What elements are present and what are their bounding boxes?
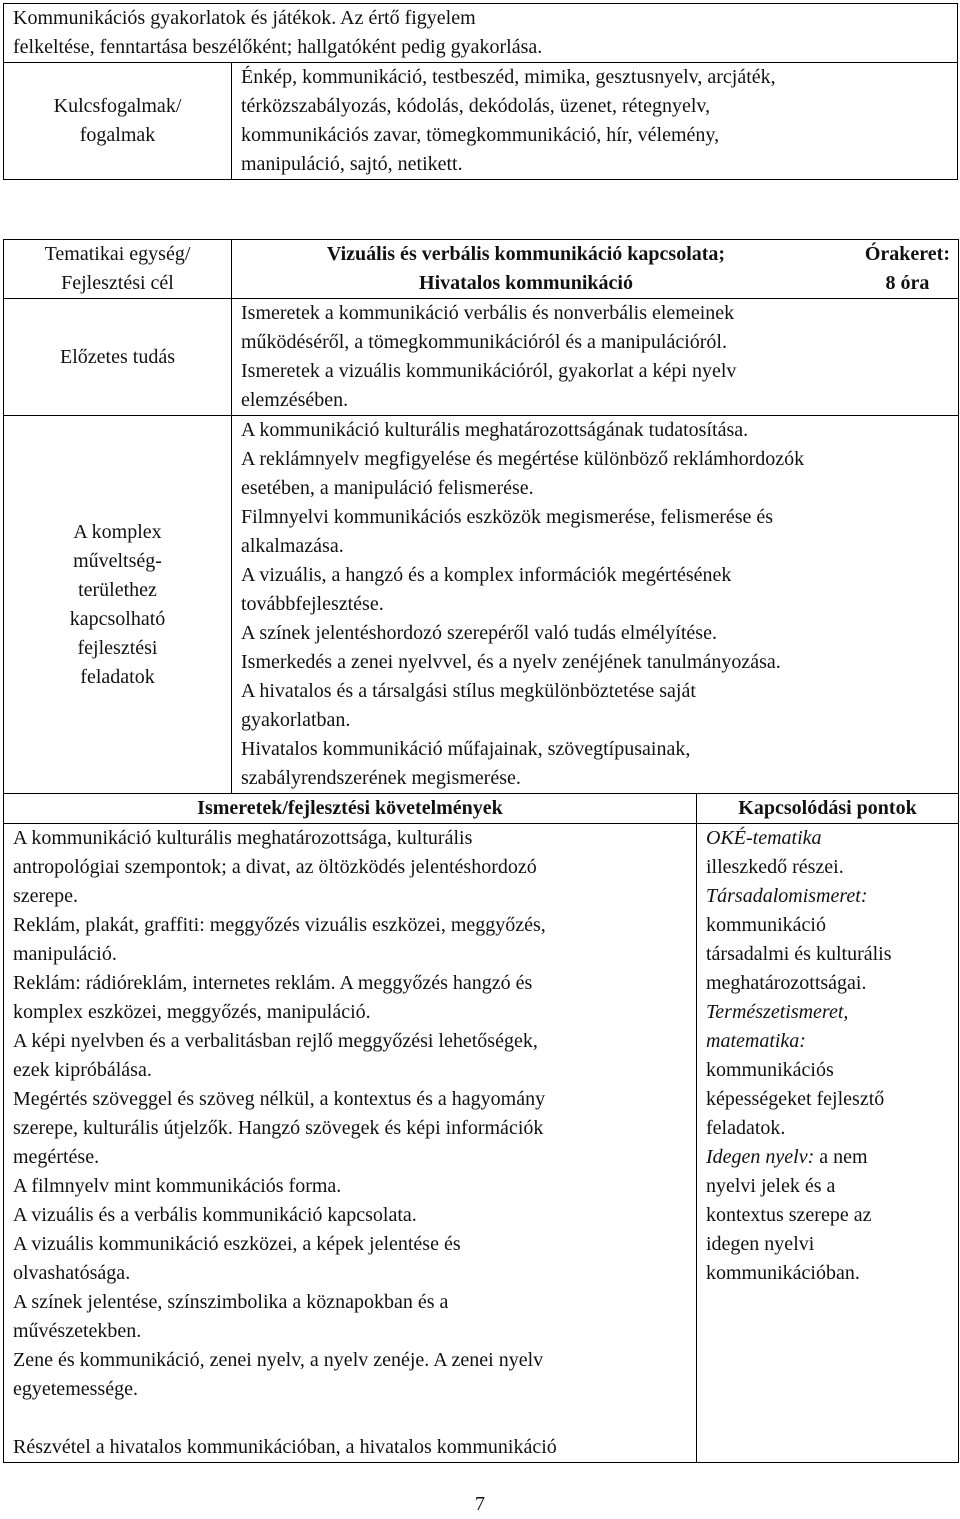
top-table: [3, 3, 958, 180]
key-concepts-row: [4, 63, 958, 180]
foreign-first-line: Idegen nyelv: a nem: [706, 1146, 868, 1168]
intro-line: Kommunikációs gyakorlatok és játékok. Az értő figyelem: [13, 7, 476, 29]
key-concepts-label: Kulcsfogalmak/ fogalmak: [4, 63, 232, 180]
unit-label: Tematikai egység/ Fejlesztési cél: [4, 240, 232, 299]
page-number: 7: [475, 1493, 485, 1515]
development-text: A kommunikáció kulturális meghatározottságának tudatosítása. A reklámnyelv megfigyelése és megértése különböző reklámhordozók esetében, a manipuláció felismerése. Filmnyelvi kommunikációs eszközök megismerése, felismerése és alkalmazása. A vizuális, a hangzó és a komplex információk megértésének továbbfejlesztése. A színek jelentéshordozó szerepéről való tudás elmélyítése. Ismerkedés a zenei nyelvvel, és a nyelv zenéjének tanulmányozása. A hivatalos és a társalgási stílus megkülönböztetése saját gyakorlatban. Hivatalos kommunikáció műfajainak, szövegtípusainak, szabályrendszerének megismerése.: [232, 416, 959, 794]
unit-row: [4, 240, 959, 299]
intro-line: felkeltése, fenntartása beszélőként; hallgatóként pedig gyakorlása.: [13, 36, 543, 58]
headers-row: [4, 794, 959, 824]
hours: [865, 240, 950, 298]
oke-label: OKÉ-tematika: [706, 827, 822, 849]
requirements-text: A kommunikáció kulturális meghatározottsága, kulturális antropológiai szempontok; a divat, az öltözködés jelentéshordozó szerepe. Reklám, plakát, graffiti: meggyőzés vizuális eszközei, meggyőzés, manipuláció. Reklám: rádióreklám, internetes reklám. A meggyőzés hangzó és komplex eszközei, meggyőzés, manipuláció. A képi nyelvben és a verbalitásban rejlő meggyőzési lehetőségek, ezek kipróbálása. Megértés szöveggel és szöveg nélkül, a kontextus és a hagyomány szerepe, kulturális útjelzők. Hangzó szövegek és képi információk megértése. A filmnyelv mint kommunikációs forma. A vizuális és a verbális kommunikáció kapcsolata. A vizuális kommunikáció eszközei, a képek jelentése és olvashatósága. A színek jelentése, színszimbolika a köznapokban és a művészetekben. Zene és kommunikáció, zenei nyelv, a nyelv zenéje. A zenei nyelv egyetemessége. Részvétel a hivatalos kommunikációban, a hivatalos kommunikáció: [4, 824, 697, 1463]
foreign-label: Idegen nyelv:: [706, 1146, 815, 1168]
content-row: [4, 824, 959, 1463]
connections-text: OKÉ-tematika illeszkedő részei. Társadalomismeret: kommunikáció társadalmi és kulturális meghatározottságai. Természetismeret, matematika: kommunikációs képességeket fejlesztő feladatok. Idegen nyelv: a nem nyelvi jelek és a kontextus szerepe az idegen nyelvi kommunikációban.: [697, 824, 959, 1463]
requirements-last-line: Részvétel a hivatalos kommunikációban, a hivatalos kommunikáció: [13, 1436, 557, 1458]
prior-knowledge-text: Ismeretek a kommunikáció verbális és nonverbális elemeinek működéséről, a tömegkommunikációról és a manipulációról. Ismeretek a vizuális kommunikációról, gyakorlat a képi nyelv elemzésében.: [232, 299, 959, 416]
connections-header: Kapcsolódási pontok: [697, 794, 959, 824]
prior-knowledge-label: Előzetes tudás: [4, 299, 232, 416]
hours-label: Órakeret:: [864, 243, 950, 265]
prior-knowledge-row: [4, 299, 959, 416]
intro-row: [4, 4, 958, 63]
development-row: [4, 416, 959, 794]
hours-value: 8 óra: [885, 272, 930, 294]
development-label: A komplex műveltség- területhez kapcsolható fejlesztési feladatok: [4, 416, 232, 794]
key-concepts-text: Énkép, kommunikáció, testbeszéd, mimika, gesztusnyelv, arcjáték, térközszabályozás, kódolás, dekódolás, üzenet, rétegnyelv, kommunikációs zavar, tömegkommunikáció, hír, vélemény, manipuláció, sajtó, netikett.: [232, 63, 958, 180]
science-label: Természetismeret,: [706, 1001, 849, 1023]
requirements-header: Ismeretek/fejlesztési követelmények: [4, 794, 697, 824]
unit-table: [3, 239, 959, 1463]
social-label: Társadalomismeret:: [706, 885, 868, 907]
unit-title-cell: [232, 240, 959, 299]
unit-title: Vizuális és verbális kommunikáció kapcsolata; Hivatalos kommunikáció: [326, 243, 726, 294]
intro-cell: [4, 4, 543, 63]
